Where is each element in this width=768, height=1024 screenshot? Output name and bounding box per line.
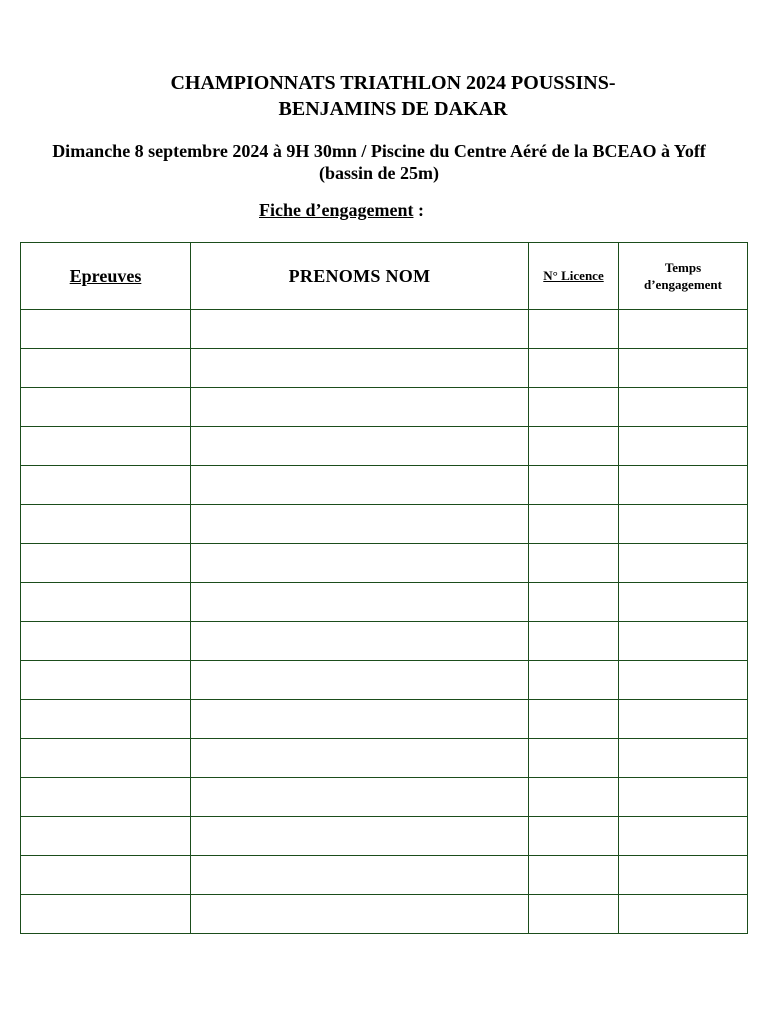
cell-prenoms-nom[interactable] bbox=[191, 349, 529, 388]
form-label bbox=[259, 199, 424, 221]
cell-licence[interactable] bbox=[529, 388, 619, 427]
cell-temps[interactable] bbox=[619, 817, 748, 856]
cell-temps[interactable] bbox=[619, 661, 748, 700]
cell-epreuve[interactable] bbox=[21, 622, 191, 661]
cell-temps[interactable] bbox=[619, 310, 748, 349]
header-prenoms-nom: PRENOMS NOM bbox=[191, 243, 529, 310]
cell-temps[interactable] bbox=[619, 349, 748, 388]
cell-licence[interactable] bbox=[529, 739, 619, 778]
cell-prenoms-nom[interactable] bbox=[191, 700, 529, 739]
cell-licence[interactable] bbox=[529, 310, 619, 349]
header-epreuves: Epreuves bbox=[21, 243, 191, 310]
table-row bbox=[21, 661, 748, 700]
table-row bbox=[21, 700, 748, 739]
table-row bbox=[21, 583, 748, 622]
cell-epreuve[interactable] bbox=[21, 778, 191, 817]
header-temps-engagement: Temps d’engagement bbox=[619, 243, 748, 310]
table-row bbox=[21, 349, 748, 388]
cell-licence[interactable] bbox=[529, 466, 619, 505]
cell-prenoms-nom[interactable] bbox=[191, 895, 529, 934]
table-row bbox=[21, 778, 748, 817]
cell-temps[interactable] bbox=[619, 778, 748, 817]
form-label-colon: : bbox=[413, 200, 424, 220]
cell-licence[interactable] bbox=[529, 895, 619, 934]
cell-prenoms-nom[interactable] bbox=[191, 583, 529, 622]
cell-prenoms-nom[interactable] bbox=[191, 739, 529, 778]
cell-prenoms-nom[interactable] bbox=[191, 856, 529, 895]
cell-epreuve[interactable] bbox=[21, 661, 191, 700]
cell-prenoms-nom[interactable] bbox=[191, 622, 529, 661]
table-row bbox=[21, 505, 748, 544]
cell-prenoms-nom[interactable] bbox=[191, 505, 529, 544]
cell-temps[interactable] bbox=[619, 505, 748, 544]
document-title: CHAMPIONNATS TRIATHLON 2024 POUSSINS-BENJAMINS DE DAKAR bbox=[170, 72, 616, 120]
table-body bbox=[21, 310, 748, 934]
cell-licence[interactable] bbox=[529, 505, 619, 544]
form-label-text: Fiche d’engagement bbox=[259, 200, 414, 220]
cell-prenoms-nom[interactable] bbox=[191, 388, 529, 427]
cell-prenoms-nom[interactable] bbox=[191, 544, 529, 583]
cell-epreuve[interactable] bbox=[21, 310, 191, 349]
cell-prenoms-nom[interactable] bbox=[191, 661, 529, 700]
cell-epreuve[interactable] bbox=[21, 700, 191, 739]
cell-licence[interactable] bbox=[529, 856, 619, 895]
cell-licence[interactable] bbox=[529, 661, 619, 700]
table-row bbox=[21, 427, 748, 466]
cell-licence[interactable] bbox=[529, 427, 619, 466]
table-row bbox=[21, 310, 748, 349]
cell-temps[interactable] bbox=[619, 388, 748, 427]
cell-licence[interactable] bbox=[529, 700, 619, 739]
table-row bbox=[21, 817, 748, 856]
cell-licence[interactable] bbox=[529, 583, 619, 622]
header-licence: N° Licence bbox=[529, 243, 619, 310]
cell-temps[interactable] bbox=[619, 544, 748, 583]
cell-temps[interactable] bbox=[619, 583, 748, 622]
cell-licence[interactable] bbox=[529, 817, 619, 856]
cell-licence[interactable] bbox=[529, 544, 619, 583]
cell-temps[interactable] bbox=[619, 856, 748, 895]
table-row bbox=[21, 622, 748, 661]
cell-licence[interactable] bbox=[529, 622, 619, 661]
event-details: Dimanche 8 septembre 2024 à 9H 30mn / Piscine du Centre Aéré de la BCEAO à Yoff (bassin de 25m) bbox=[52, 141, 706, 183]
cell-epreuve[interactable] bbox=[21, 856, 191, 895]
table-row bbox=[21, 895, 748, 934]
cell-epreuve[interactable] bbox=[21, 466, 191, 505]
cell-epreuve[interactable] bbox=[21, 505, 191, 544]
cell-prenoms-nom[interactable] bbox=[191, 427, 529, 466]
cell-temps[interactable] bbox=[619, 700, 748, 739]
cell-epreuve[interactable] bbox=[21, 895, 191, 934]
cell-prenoms-nom[interactable] bbox=[191, 778, 529, 817]
cell-temps[interactable] bbox=[619, 622, 748, 661]
cell-temps[interactable] bbox=[619, 895, 748, 934]
cell-epreuve[interactable] bbox=[21, 583, 191, 622]
cell-licence[interactable] bbox=[529, 778, 619, 817]
table-row bbox=[21, 544, 748, 583]
cell-temps[interactable] bbox=[619, 739, 748, 778]
cell-prenoms-nom[interactable] bbox=[191, 817, 529, 856]
cell-prenoms-nom[interactable] bbox=[191, 466, 529, 505]
cell-epreuve[interactable] bbox=[21, 817, 191, 856]
table-row bbox=[21, 856, 748, 895]
registration-table bbox=[20, 242, 748, 934]
table-row bbox=[21, 739, 748, 778]
cell-epreuve[interactable] bbox=[21, 544, 191, 583]
cell-epreuve[interactable] bbox=[21, 427, 191, 466]
table-row bbox=[21, 466, 748, 505]
cell-licence[interactable] bbox=[529, 349, 619, 388]
cell-prenoms-nom[interactable] bbox=[191, 310, 529, 349]
cell-temps[interactable] bbox=[619, 427, 748, 466]
table-row bbox=[21, 388, 748, 427]
cell-temps[interactable] bbox=[619, 466, 748, 505]
cell-epreuve[interactable] bbox=[21, 349, 191, 388]
cell-epreuve[interactable] bbox=[21, 739, 191, 778]
table-header-row bbox=[21, 243, 748, 310]
cell-epreuve[interactable] bbox=[21, 388, 191, 427]
